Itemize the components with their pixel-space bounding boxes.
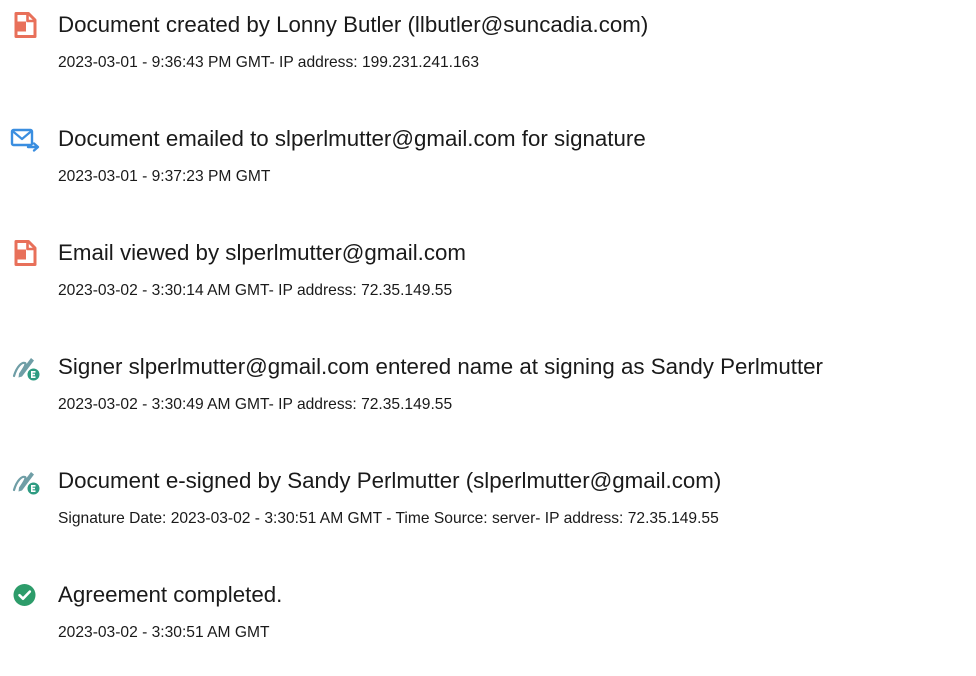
document-icon: [10, 238, 40, 268]
email-sent-icon: [10, 124, 40, 154]
audit-event-email-viewed: [0, 238, 976, 334]
event-title: Agreement completed.: [58, 582, 283, 607]
event-title: Document created by Lonny Butler (llbutler@suncadia.com): [58, 12, 649, 37]
event-title: Document e-signed by Sandy Perlmutter (slperlmutter@gmail.com): [58, 468, 722, 493]
audit-event-document-emailed: [0, 124, 976, 220]
event-title: Document emailed to slperlmutter@gmail.com for signature: [58, 126, 646, 151]
event-detail: Signature Date: 2023-03-02 - 3:30:51 AM GMT - Time Source: server- IP address: 72.35.149.55: [58, 510, 719, 527]
e-signature-icon: [10, 466, 40, 496]
event-detail: 2023-03-02 - 3:30:14 AM GMT- IP address: 72.35.149.55: [58, 282, 453, 299]
audit-event-agreement-completed: [0, 580, 976, 676]
audit-event-document-created: [0, 10, 976, 106]
audit-event-document-e-signed: [0, 466, 976, 562]
event-detail: 2023-03-01 - 9:36:43 PM GMT- IP address: 199.231.241.163: [58, 54, 480, 71]
event-detail: 2023-03-02 - 3:30:49 AM GMT- IP address: 72.35.149.55: [58, 396, 453, 413]
event-title: Email viewed by slperlmutter@gmail.com: [58, 240, 466, 265]
audit-event-name-entered: [0, 352, 976, 448]
event-detail: 2023-03-02 - 3:30:51 AM GMT: [58, 624, 270, 641]
event-detail: 2023-03-01 - 9:37:23 PM GMT: [58, 168, 271, 185]
e-signature-icon: [10, 352, 40, 382]
checkmark-circle-icon: [10, 580, 40, 610]
event-title: Signer slperlmutter@gmail.com entered name at signing as Sandy Perlmutter: [58, 354, 823, 379]
document-icon: [10, 10, 40, 40]
